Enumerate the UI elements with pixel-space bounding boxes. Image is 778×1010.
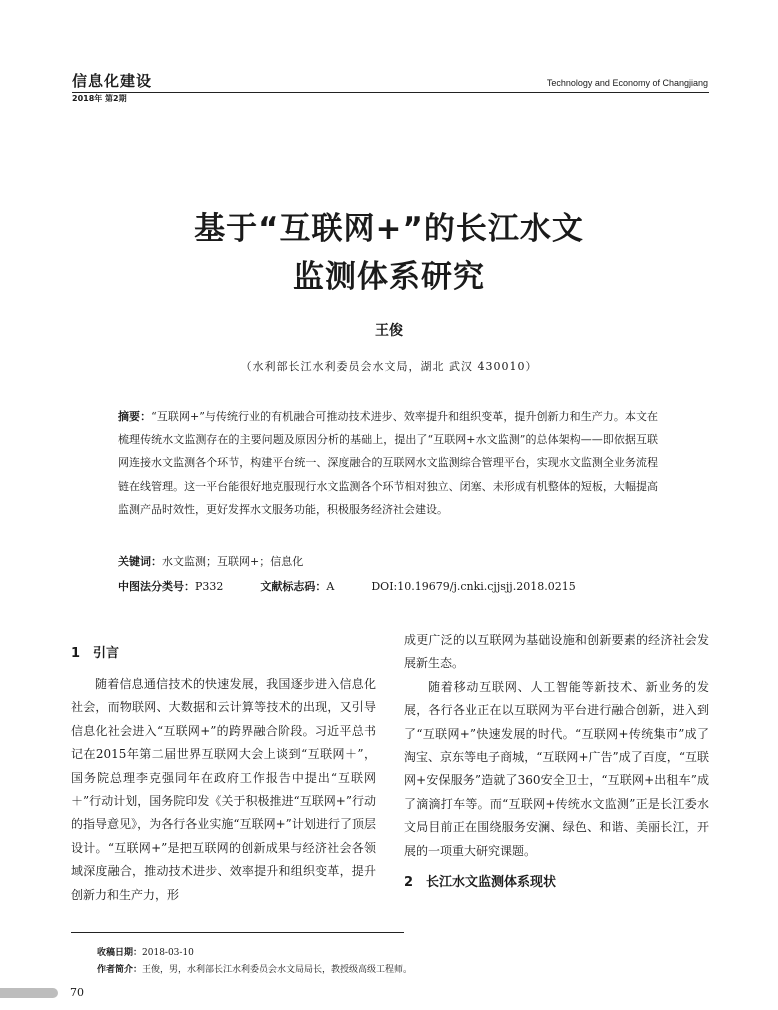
doc-code-label: 文献标志码：	[260, 580, 327, 593]
keywords-text: 水文监测；互联网+；信息化	[162, 555, 304, 568]
footnote-received	[97, 945, 194, 958]
keywords	[118, 553, 303, 569]
section-1-heading: 1 引言	[71, 646, 120, 661]
paper-title	[0, 205, 778, 301]
abstract-label: 摘要：	[118, 410, 152, 423]
page-tab-decoration	[0, 988, 58, 998]
classification-line	[118, 578, 576, 594]
body-column-left	[71, 644, 376, 907]
section-2-heading: 2 长江水文监测体系现状	[404, 875, 557, 891]
running-header-left	[72, 72, 152, 104]
intro-paragraph-1: 随着信息通信技术的快速发展，我国逐步进入信息化社会，而物联网、大数据和云计算等技术的出现，又引导信息化社会进入“互联网+”的跨界融合阶段。习近平总书记在2015年第二届世界互联网大会上谈到“互联网＋”，国务院总理李克强同年在政府工作报告中提出“互联网＋”行动计划，国务院印发《关于积极推进“互联网+”行动的指导意见》，为各行各业实施“互联网+”计划进行了顶层设计。“互联网+”是把互联网的创新成果与经济社会各领域深度融合，推动技术进步、效率提升和组织变革，提升创新力和生产力，形	[71, 677, 376, 902]
abstract-text: “互联网+”与传统行业的有机融合可推动技术进步、效率提升和组织变革，提升创新力和生产力。本文在梳理传统水文监测存在的主要问题及原因分析的基础上，提出了“互联网+水文监测”的总体架构——即依据互联网连接水文监测各个环节，构建平台统一、深度融合的互联网水文监测综合管理平台，实现水文监测全业务流程链在线管理。这一平台能很好地克服现行水文监测各个环节相对独立、闭塞、未形成有机整体的短板，大幅提高监测产品时效性，更好发挥水文服务功能，积极服务经济社会建设。	[118, 410, 659, 516]
footnote-rule	[71, 932, 404, 933]
abstract	[118, 405, 658, 521]
intro-paragraph-1-continued: 成更广泛的以互联网为基础设施和创新要素的经济社会发展新生态。	[404, 633, 709, 671]
author-bio-label: 作者简介：	[97, 965, 143, 975]
body-column-right	[404, 629, 709, 902]
author-bio-text: 王俊，男，水利部长江水利委员会水文局局长，教授级高级工程师。	[142, 965, 413, 975]
author-name: 王俊	[375, 323, 403, 339]
doi: DOI:10.19679/j.cnki.cjjsjj.2018.0215	[371, 580, 576, 593]
clc-label: 中图法分类号：	[118, 580, 195, 593]
title-line-1: 基于“互联网+”的长江水文	[194, 211, 584, 247]
clc-code: P332	[195, 580, 224, 593]
footnote-author-bio	[97, 962, 412, 975]
title-line-2: 监测体系研究	[293, 259, 485, 295]
intro-paragraph-2: 随着移动互联网、人工智能等新技术、新业务的发展，各行各业正在以互联网为平台进行融合创新，进入到了“互联网+”快速发展的时代。“互联网+传统集市”成了淘宝、京东等电子商城，“互联网+广告”成了百度，“互联网+安保服务”造就了360安全卫士，“互联网+出租车”成了滴滴打车等。而“互联网+传统水文监测”正是长江委水文局目前正在围绕服务安澜、绿色、和谐、美丽长江，开展的一项重大研究课题。	[404, 679, 709, 858]
author-affiliation: （水利部长江水利委员会水文局，湖北 武汉 430010）	[240, 360, 538, 373]
received-label: 收稿日期：	[97, 948, 143, 958]
header-rule	[72, 92, 709, 93]
page-number: 70	[70, 986, 84, 999]
keywords-label: 关键词：	[118, 555, 162, 568]
issue-info: 2018年 第2期	[72, 94, 127, 103]
journal-name-cn: 信息化建设	[72, 72, 153, 90]
doc-code: A	[326, 580, 335, 593]
received-date: 2018-03-10	[142, 948, 194, 958]
journal-name-en: Technology and Economy of Changjiang	[546, 78, 708, 88]
